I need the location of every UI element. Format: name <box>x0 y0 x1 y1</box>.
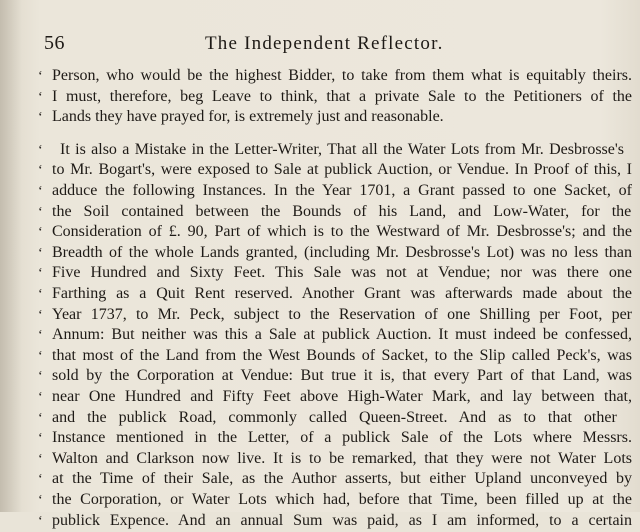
quote-mark: ‘ <box>38 163 43 179</box>
quote-mark: ‘ <box>38 513 43 529</box>
line-text: to Mr. Bogart's, were exposed to Sale at publick Auction, or Vendue. In Proof of this, I <box>52 161 632 179</box>
quote-mark: ‘ <box>38 142 43 158</box>
quote-mark: ‘ <box>38 69 43 84</box>
text-line <box>38 490 632 511</box>
quote-mark: ‘ <box>38 307 43 323</box>
text-line <box>38 222 632 243</box>
quote-mark: ‘ <box>38 451 43 467</box>
line-text: Year 1737, to Mr. Peck, subject to the Reservation of one Shilling per Foot, per <box>52 305 632 323</box>
page-number: 56 <box>44 32 65 54</box>
line-text: Consideration of £. 90, Part of which is to the Westward of Mr. Desbrosse's; and the <box>52 223 632 241</box>
text-line <box>38 346 632 367</box>
quote-mark: ‘ <box>38 204 43 220</box>
quote-mark: ‘ <box>38 369 43 385</box>
text-line <box>38 511 632 532</box>
text-line <box>38 449 632 470</box>
quote-mark: ‘ <box>38 390 43 405</box>
text-line <box>38 66 632 87</box>
quote-mark: ‘ <box>38 89 43 105</box>
line-text: Walton and Clarkson now live. It is to be remarked, that they were not Water Lots <box>52 449 632 467</box>
text-line <box>38 428 632 449</box>
line-text: Instance mentioned in the Letter, of a publick Sale of the Lots where Messrs. <box>52 429 632 447</box>
quote-mark: ‘ <box>38 110 43 126</box>
quote-mark: ‘ <box>38 266 43 282</box>
quote-mark: ‘ <box>38 410 43 426</box>
line-text: Person, who would be the highest Bidder, to take from them what is equitably theirs. <box>52 67 632 84</box>
quote-mark: ‘ <box>38 245 43 261</box>
text-line <box>38 181 632 202</box>
line-text: adduce the following Instances. In the Year 1701, a Grant passed to one Sacket, of <box>52 182 632 199</box>
text-line <box>38 107 632 128</box>
line-text: It is also a Mistake in the Letter-Writer, That all the Water Lots from Mr. Desbrosse's <box>60 140 624 158</box>
line-text: the Corporation, or Water Lots which had, before that Time, been filled up at the <box>52 491 632 508</box>
text-line <box>38 408 632 429</box>
text-line <box>38 87 632 108</box>
line-text: the Soil contained between the Bounds of his Land, and Low-Water, for the <box>52 202 632 220</box>
line-text: near One Hundred and Fifty Feet above High-Water Mark, and lay between that, <box>52 388 632 405</box>
text-line <box>38 243 632 264</box>
line-text: sold by the Corporation at Vendue: But true it is, that every Part of that Land, was <box>52 367 632 385</box>
line-text: Five Hundred and Sixty Feet. This Sale was not at Vendue; nor was there one <box>52 264 632 282</box>
line-text: Farthing as a Quit Rent reserved. Another Grant was afterwards made about the <box>52 285 632 302</box>
line-text: that most of the Land from the West Bounds of Sacket, to the Slip called Peck's, was <box>52 346 632 364</box>
quote-mark: ‘ <box>38 225 43 241</box>
text-line <box>38 263 632 284</box>
quote-mark: ‘ <box>38 328 43 344</box>
line-text: Breadth of the whole Lands granted, (including Mr. Desbrosse's Lot) was no less than <box>52 243 632 261</box>
text-line <box>38 202 632 223</box>
text-line <box>38 284 632 305</box>
line-text: Annum: But neither was this a Sale at publick Auction. It must indeed be confessed, <box>52 326 632 344</box>
text-line <box>38 160 632 181</box>
quote-mark: ‘ <box>38 472 43 488</box>
gutter-shadow <box>0 0 22 512</box>
line-text: and the publick Road, commonly called Queen-Street. And as to that other <box>52 408 617 426</box>
quote-mark: ‘ <box>38 287 43 302</box>
quote-mark: ‘ <box>38 431 43 447</box>
line-text: at the Time of their Sale, as the Author asserts, but either Upland unconveyed by <box>52 470 632 488</box>
line-text: I must, therefore, beg Leave to think, that a private Sale to the Petitioners of the <box>52 87 632 105</box>
line-text: publick Expence. And an annual Sum was paid, as I am informed, to a certain <box>52 511 632 529</box>
text-line <box>38 366 632 387</box>
quote-mark: ‘ <box>38 348 43 364</box>
quote-mark: ‘ <box>38 184 43 199</box>
text-line <box>38 140 632 161</box>
running-head: The Independent Reflector. <box>205 33 444 54</box>
text-line <box>38 387 632 408</box>
quote-mark: ‘ <box>38 493 43 508</box>
text-line <box>38 325 632 346</box>
text-line <box>38 469 632 490</box>
line-text: Lands they have prayed for, is extremely just and reasonable. <box>52 108 444 126</box>
text-line <box>38 305 632 326</box>
